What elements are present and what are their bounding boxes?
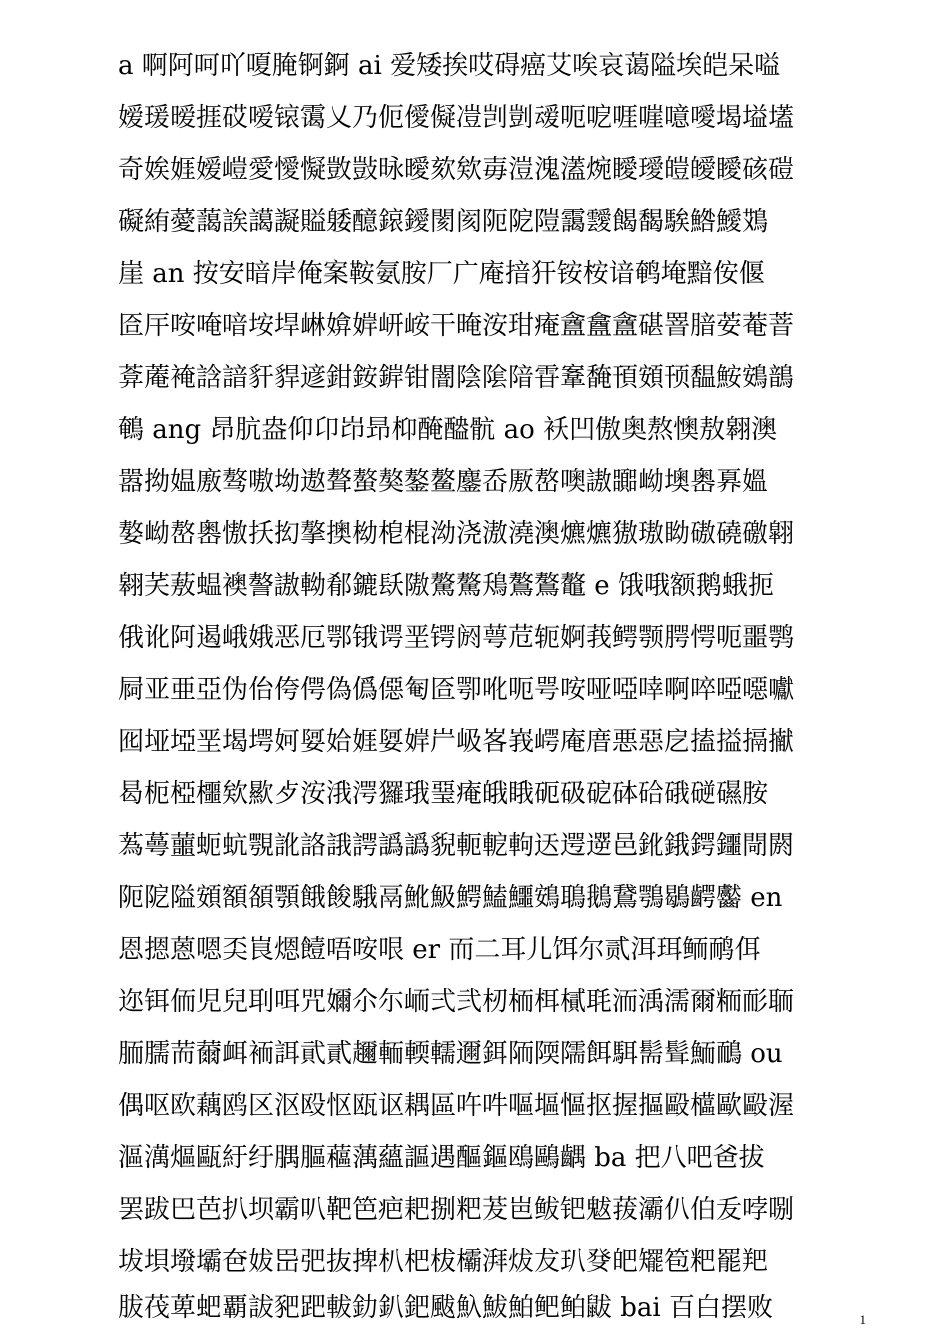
text-line: 匼厈咹唵喑垵垾崊媕婩岍峖干晻洝玵痷盦盫盦碪罯腤荌菴萻 [118, 311, 795, 341]
text-line: 俄讹阿遏峨娥恶厄鄂锇谔垩锷阏萼苊轭婀莪鳄颚腭愕呃噩鹗 [118, 623, 795, 653]
text-line: 礙絠薆藹誒譪譺賹躷醷鎄鑀閡阂阨阸隑靄靉餲馤騃鯦鱫鴱 [118, 207, 769, 237]
text-line: 葊蓭裺誝諳豻貋遃鉗銨錌钳闇陰隂隌雸鞌馣頇頞顸馧鮟鴳鶕 [118, 363, 795, 393]
text-line: 翱芺蔜蝹襖謷謸軪郩鏕镺隞驁驁鴁鷔鷔鼇 e 饿哦额鹅蛾扼 [118, 571, 774, 601]
text-line: 屙亚亜亞伪佁侉偔偽僞僫匎匼卾吪呃咢咹哑啞啈啊啐啞噁囐 [118, 675, 795, 705]
text-line: 蒍蕚蘁蚅蚢覨訛詻誐諤譌譌貎軛軶軥迗遌遻邑鈋鋨鍔鑩閜閼 [118, 831, 795, 861]
text-line: 鵪 ang 昂肮盎仰卬岇昻枊醃醠骯 ao 袄凹傲奥熬懊敖翱澳 [118, 415, 778, 445]
page-number: 1 [859, 1312, 866, 1327]
text-line: 囮垭埡垩堨堮妸娿姶娾娿婩屵岋峉峩崿庵庴悪惡戹搕搤搹擜 [118, 727, 795, 757]
text-line: 坺垻墢壩夿妭岊弝抜捭朳杷柭欛湃炦犮玐癹皅矲笣粑罷羓 [118, 1247, 769, 1277]
text-line: 嫒瑗暧捱砹嗳锿霭乂乃伌僾儗凒剀剴叆呃呝啀嘊噫噯堨塧壒 [118, 103, 795, 133]
text-line: 恩摁蒽嗯奀峎煾饐唔咹哏 er 而二耳儿饵尔贰洱珥鲕鸸佴 [118, 935, 761, 965]
text-line: 胈茷萆蚆覇詙豝跁軷釛釟鈀颰魞鮁鮊鲃鲌鼥 bai 百白摆败 [118, 1293, 773, 1323]
text-line: 奇娭娾嫒嵦愛懓懝敳敱昹曖欬欸毐溰溾濭焥瞹璦皚皧瞹硋磑 [118, 155, 795, 185]
text-line: 迩铒侕児兒刵咡咒嬭尒尓峏弍弐杒栭栮樲毦洏渪濡爾粫耏聏 [118, 987, 795, 1017]
text-line: 罢跋巴芭扒坝霸叭靶笆疤耙捌粑茇岜鲅钯魃菝灞仈伯叐哱哵 [118, 1195, 795, 1225]
text-line: 崖 an 按安暗岸俺案鞍氨胺厂广庵揞犴铵桉谙鹌埯黯侒偃 [118, 259, 765, 289]
text-line: 漚澫熰甌紆纡腢膒藲蕅蘊謳遇醧鏂鴎鷗齵 ba 把八吧爸拔 [118, 1143, 765, 1173]
text-line: 阨阸隘頞額頟顎餓餕騀鬲魤魥鰐鰪鱷鴳鵈鵝鵞鶚鶡齶齾 en [118, 883, 783, 913]
text-line: 嫯岰嶅嶴慠扷抝摮擙柪梎棍泑浇滶澆澳爊爊獓璈眑磝磽礉翶 [118, 519, 795, 549]
text-line: 曷枙椏櫮欸歞歺洝涐湂玀珴琧痷皒睋砈砐砨砵硆硪磀礘胺 [118, 779, 769, 809]
text-line: 嚣拗媪廒骜嗷坳遨聱螯獒鏊鳌鏖岙厫嶅噢謸嚻岰墺嶴奡媼 [118, 467, 769, 497]
text-line: a 啊阿呵吖嗄腌锕錒 ai 爱矮挨哎碍癌艾唉哀蔼隘埃皑呆嗌 [118, 51, 781, 81]
text-line: 胹臑荋薾衈袻誀貮貳趰輀輭轜邇鉺陑陾隭餌駬髵髶鮞鴯 ou [118, 1039, 783, 1069]
text-line: 偶呕欧藕鸥区沤殴怄瓯讴耦區吘吽嘔塸慪抠握摳毆櫙歐毆渥 [118, 1091, 795, 1121]
